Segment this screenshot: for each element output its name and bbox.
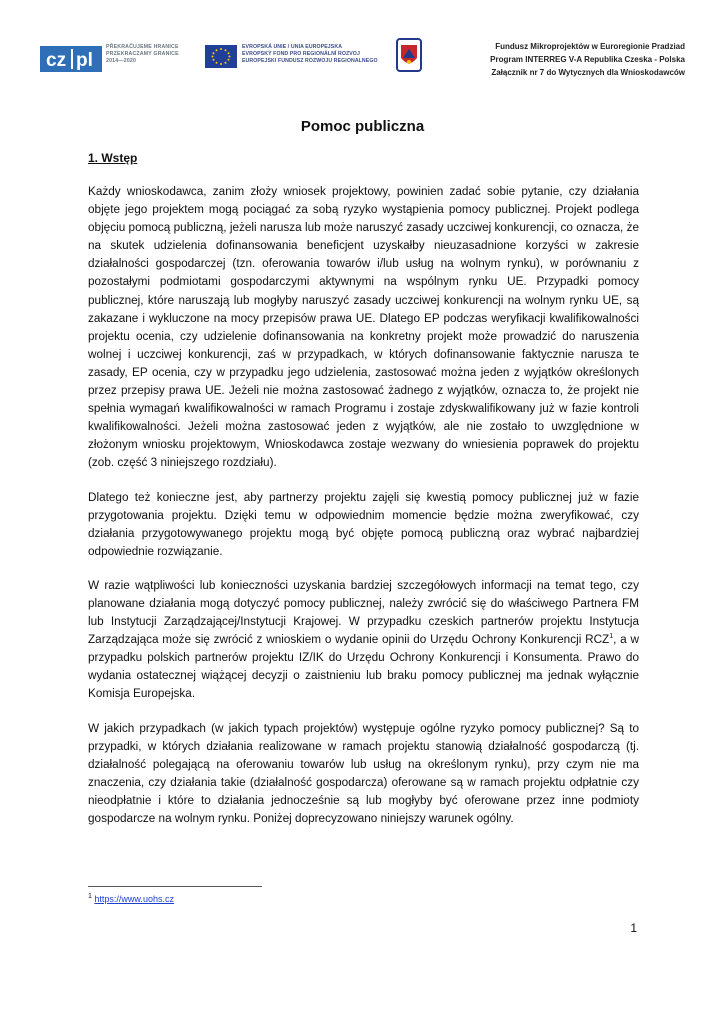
document-body [88,183,639,844]
header-program-info [445,40,685,79]
footnote-link[interactable]: https://www.uohs.cz [94,894,174,904]
footnote [88,894,174,904]
document-title: Pomoc publiczna [300,118,425,135]
footnote-reference[interactable]: 1 [609,633,614,641]
paragraph-2: Dlatego też konieczne jest, aby partnerzy projektu zajęli się kwestią pomocy publicznej już w fazie przygotowania projektu. Dzięki temu w odpowiednim momencie będzie można zweryfikować, czy działania przygotowywanego projektu mogą być objęte pomocą publiczną oraz wybrać najbardziej odpowiednie rozwiązanie. [88,490,639,558]
paragraph-3: W razie wątpliwości lub konieczności uzyskania bardziej szczegółowych informacji na temat tego, czy planowane działania mogą dotyczyć pomocy publicznej, należy zwrócić się do właściwego Partnera FM lub Instytucji Zarządzającej/Instytucji Krajowej. W przypadku czeskich partnerów projektu Instytucja Zarządzająca może się zwrócić z wnioskiem o wydanie opinii do Urzędu Ochrony Konkurencji RCZ$^1$, a w przypadku polskich partnerów projektu IZ/IK do Urzędu Ochrony Konkurencji i Konsumenta. Prawo do wydania ostatecznej wiążącej decyzji o zaistnieniu lub braku pomocy publicznej ma jednak wyłącznie Komisja Europejska. [88,578,639,701]
header-line-1: Fundusz Mikroprojektów w Euroregionie Pradziad [495,42,685,51]
section-heading: 1. Wstęp [88,151,138,165]
footnote-number: 1 [88,893,92,900]
euroregion-crest-icon [396,38,422,74]
header-line-2: Program INTERREG V-A Republika Czeska - Polska [490,55,685,64]
eu-logo-caption: EVROPSKÁ UNIE / UNIA EUROPEJSKA EVROPSKÝ FOND PRO REGIONÁLNÍ ROZVOJ EUROPEJSKI FUNDUSZ ROZWOJU REGIONALNEGO [242,44,378,64]
eu-flag-icon [205,45,237,68]
footnote-separator [88,886,262,887]
svg-text:cz: cz [46,50,67,71]
page-header [40,38,685,78]
cz-pl-logo-caption: PŘEKRAČUJEME HRANICE PRZEKRACZAMY GRANICE 2014—2020 [106,44,179,64]
paragraph-4: W jakich przypadkach (w jakich typach projektów) występuje ogólne ryzyko pomocy publicznej? Są to przypadki, w których działania realizowane w ramach projektu stanowią działalność gospodarczą (tj. działalność polegającą na oferowaniu towarów lub usług na określonym rynku), przy czym nie ma znaczenia, czy działania takie (działalność gospodarcza) oferowane są w ramach projektu odpłatnie czy nieodpłatnie i które to działania jednocześnie są lub mogłyby być oferowane przez inne podmioty gospodarcze na wolnym rynku. Poniżej doprecyzowano niniejszy warunek ogólny. [88,721,639,825]
cz-pl-logo [40,46,102,72]
svg-text:pl: pl [76,50,93,71]
paragraph-1: Każdy wnioskodawca, zanim złoży wniosek projektowy, powinien zadać sobie pytanie, czy działania objęte jego projektem mogą pociągać za sobą ryzyko wystąpienia pomocy publicznej. Projekt podlega objęciu pomocą publiczną, jeżeli narusza lub może naruszyć zasady uczciwej konkurencji, co oznacza, że na skutek udzielenia dofinansowania beneficjent uzyskałby nieuzasadnione korzyści w zakresie działalności gospodarczej (tzn. oferowania towarów i/lub usług na wolnym rynku), w porównaniu z pozostałymi podmiotami gospodarczymi aktywnymi na wspólnym rynku UE. Przypadki pomocy publicznej, które naruszają lub mogłyby naruszyć zasady uczciwej konkurencji na wolnym rynku UE, są zakazane i wykluczone na mocy przepisów prawa UE. Dlatego EP podczas weryfikacji kwalifikowalności projektu ocenia, czy udzielenie dofinansowania na konkretny projekt może prowadzić do naruszenia wolnej i uczciwej konkurencji, zaś w przypadkach, w których dofinansowanie faktycznie narusza te zasady, EP ocenia, czy w przypadku jego udzielenia, zastosować można jeden z wyjątków określonych przez przepisy prawa UE. Jeżeli nie można zastosować żadnego z wyjątków, oznacza to, że projekt nie spełnia wymagań kwalifikowalności w ramach Programu i zostaje zdyskwalifikowany już w fazie kontroli kwalifikowalności. Jeżeli można zastosować jeden z wyjątków, ale nie zostało to uwzględnione w złożonym wniosku projektowym, Wnioskodawca zostaje wezwany do wniesienia poprawek do projektu (zob. część 3 niniejszego rozdziału). [88,185,639,470]
page-number: 1 [630,921,637,935]
header-line-3: Załącznik nr 7 do Wytycznych dla Wnioskodawców [491,68,685,77]
